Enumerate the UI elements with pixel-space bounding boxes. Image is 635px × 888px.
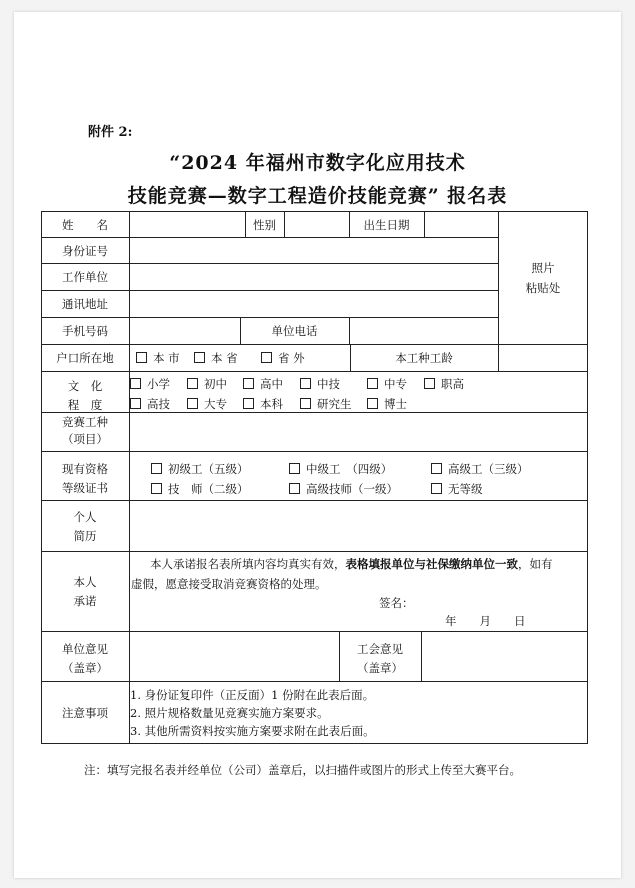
- mobile-field[interactable]: [133, 320, 237, 340]
- hukou-option-outside[interactable]: 省 外: [261, 351, 305, 365]
- competition-type-label: 竞赛工种 （项目）: [62, 415, 108, 446]
- unit-opinion-label: 单位意见 （盖章）: [62, 642, 108, 675]
- qual-option-intermediate[interactable]: 中级工 （四级）: [289, 462, 392, 476]
- photo-label-line1: 照片: [531, 261, 555, 275]
- gender-field[interactable]: [288, 214, 346, 234]
- edu-option-college[interactable]: 大专: [187, 397, 227, 411]
- address-label: 通讯地址: [62, 297, 108, 311]
- form-title-line2: 技能竞赛—数字工程造价技能竞赛” 报名表: [127, 185, 508, 207]
- note-item: 1. 身份证复印件（正反面）1 份附在此表后面。: [130, 688, 375, 702]
- union-opinion-label: 工会意见 （盖章）: [357, 642, 403, 675]
- competition-type-field[interactable]: [133, 416, 583, 447]
- edu-option-postgraduate[interactable]: 研究生: [300, 397, 352, 411]
- qual-option-senior[interactable]: 高级工（三级）: [431, 462, 529, 476]
- checkbox-icon: [431, 483, 442, 494]
- checkbox-icon: [130, 398, 141, 409]
- form-title-line1: “2024 年福州市数字化应用技术: [169, 152, 466, 174]
- signature-label: 签名：: [379, 596, 414, 610]
- edu-option-technical-secondary[interactable]: 中技: [300, 377, 340, 391]
- qualification-label: 现有资格 等级证书: [62, 462, 108, 495]
- id-number-label: 身份证号: [62, 244, 108, 258]
- edu-option-doctor[interactable]: 博士: [367, 397, 407, 411]
- address-field[interactable]: [133, 293, 495, 313]
- checkbox-icon: [130, 378, 141, 389]
- checkbox-icon: [151, 483, 162, 494]
- gender-label: 性别: [253, 218, 276, 232]
- hukou-label: 户口所在地: [56, 351, 114, 365]
- unit-phone-field[interactable]: [353, 320, 495, 340]
- checkbox-icon: [300, 378, 311, 389]
- mobile-label: 手机号码: [62, 324, 108, 338]
- footer-note: 注：填写完报名表并经单位（公司）盖章后，以扫描件或图片的形式上传至大赛平台。: [84, 763, 521, 777]
- unit-opinion-field[interactable]: [133, 635, 336, 678]
- promise-text-line2: 虚假，愿意接受取消竞赛资格的处理。: [131, 577, 327, 591]
- education-label: 文 化 程 度: [67, 379, 103, 412]
- checkbox-icon: [289, 463, 300, 474]
- promise-text-line1: 本人承诺报名表所填内容均真实有效，表格填报单位与社保缴纳单位一致，如有: [150, 557, 553, 571]
- checkbox-icon: [136, 352, 147, 363]
- edu-option-junior[interactable]: 初中: [187, 377, 227, 391]
- checkbox-icon: [431, 463, 442, 474]
- id-number-field[interactable]: [133, 240, 495, 260]
- date-label: 年 月 日: [445, 614, 526, 628]
- checkbox-icon: [289, 483, 300, 494]
- unit-phone-label: 单位电话: [271, 324, 318, 338]
- checkbox-icon: [187, 398, 198, 409]
- edu-option-senior[interactable]: 高中: [243, 377, 283, 391]
- checkbox-icon: [367, 398, 378, 409]
- photo-label-line2: 粘贴处: [525, 281, 561, 295]
- edu-option-vocational-secondary[interactable]: 中专: [367, 377, 407, 391]
- union-opinion-field[interactable]: [425, 635, 583, 678]
- hukou-option-province[interactable]: 本 省: [194, 351, 238, 365]
- edu-option-bachelor[interactable]: 本科: [243, 397, 283, 411]
- birth-date-field[interactable]: [428, 214, 496, 234]
- edu-option-senior-technical[interactable]: 高技: [130, 397, 170, 411]
- qual-option-none[interactable]: 无等级: [431, 482, 483, 496]
- qual-option-senior-technician[interactable]: 高级技师（一级）: [289, 482, 398, 496]
- notes-label: 注意事项: [62, 706, 108, 720]
- checkbox-icon: [151, 463, 162, 474]
- qual-option-primary[interactable]: 初级工（五级）: [151, 462, 249, 476]
- qual-option-technician[interactable]: 技 师（二级）: [151, 482, 249, 496]
- checkbox-icon: [243, 378, 254, 389]
- signature-field[interactable]: [419, 594, 579, 610]
- checkbox-icon: [243, 398, 254, 409]
- hukou-option-city[interactable]: 本 市: [136, 351, 180, 365]
- name-field[interactable]: [133, 214, 243, 234]
- checkbox-icon: [300, 398, 311, 409]
- checkbox-icon: [424, 378, 435, 389]
- work-years-label: 本工种工龄: [395, 351, 453, 365]
- resume-label: 个人 简历: [73, 510, 97, 543]
- birth-date-label: 出生日期: [363, 218, 410, 232]
- checkbox-icon: [187, 378, 198, 389]
- edu-option-vocational-high[interactable]: 职高: [424, 377, 464, 391]
- note-item: 2. 照片规格数量见竞赛实施方案要求。: [130, 706, 329, 720]
- photo-area[interactable]: [499, 258, 587, 298]
- work-unit-label: 工作单位: [62, 270, 108, 284]
- attachment-label: 附件 2:: [88, 125, 133, 140]
- work-unit-field[interactable]: [133, 266, 495, 286]
- resume-field[interactable]: [133, 504, 583, 547]
- checkbox-icon: [194, 352, 205, 363]
- note-item: 3. 其他所需资料按实施方案要求附在此表后面。: [130, 724, 375, 738]
- work-years-field[interactable]: [502, 348, 584, 368]
- registration-form-table: [41, 211, 588, 744]
- promise-label: 本人 承诺: [73, 575, 97, 608]
- checkbox-icon: [367, 378, 378, 389]
- name-label: 姓 名: [62, 218, 108, 232]
- checkbox-icon: [261, 352, 272, 363]
- edu-option-primary[interactable]: 小学: [130, 377, 170, 391]
- notes-list: [130, 686, 375, 740]
